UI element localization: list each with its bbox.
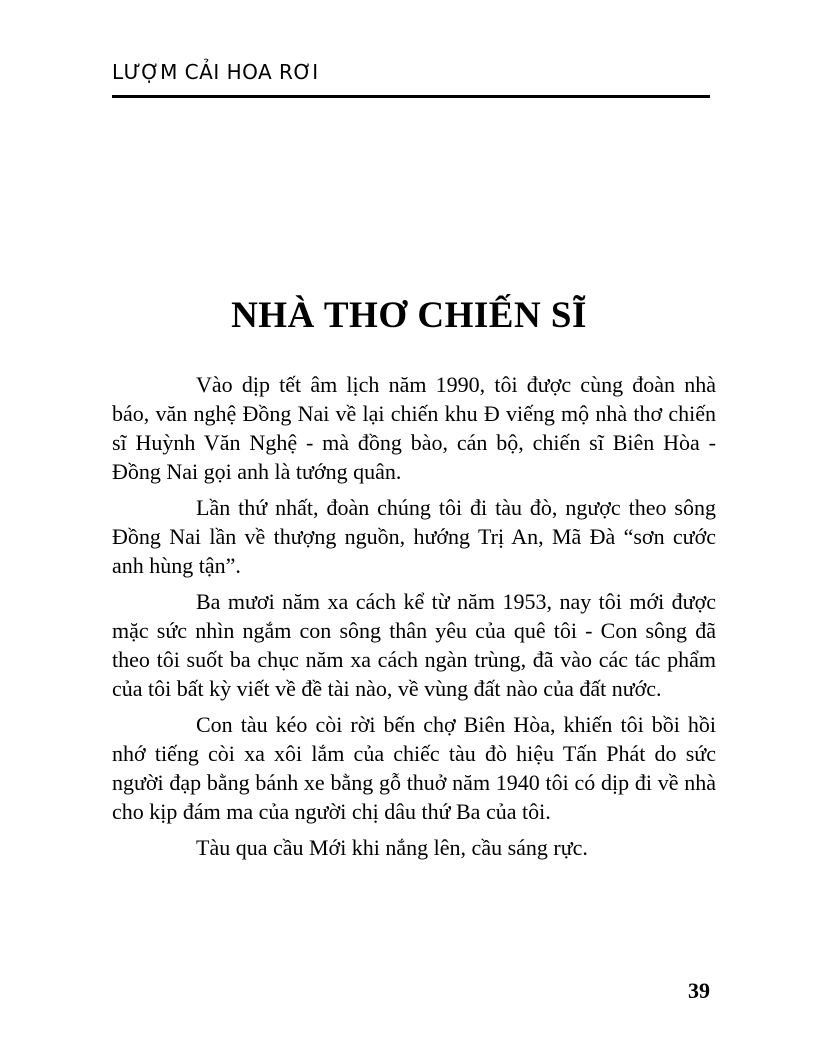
paragraph-5: Tàu qua cầu Mới khi nắng lên, cầu sáng rực. [196, 835, 588, 860]
body-text [112, 370, 716, 869]
chapter-title: NHÀ THƠ CHIẾN SĨ [231, 295, 587, 336]
paragraph-2: Lần thứ nhất, đoàn chúng tôi đi tàu đò, ngược theo sông Đồng Nai lần về thượng nguồn, hướng Trị An, Mã Đà “sơn cước anh hùng tận”. [112, 495, 716, 578]
paragraph-3: Ba mươi năm xa cách kể từ năm 1953, nay tôi mới được mặc sức nhìn ngắm con sông thân yêu của quê tôi - Con sông đã theo tôi suốt ba chục năm xa cách ngàn trùng, đã vào các tác phẩm của tôi bất kỳ viết về đề tài nào, về vùng đất nào của đất nước. [112, 589, 716, 701]
running-header: LƯỢM CẢI HOA RƠI [112, 60, 319, 84]
paragraph-1: Vào dịp tết âm lịch năm 1990, tôi được cùng đoàn nhà báo, văn nghệ Đồng Nai về lại chiến khu Đ viếng mộ nhà thơ chiến sĩ Huỳnh Văn Nghệ - mà đồng bào, cán bộ, chiến sĩ Biên Hòa - Đồng Nai gọi anh là tướng quân. [112, 372, 716, 484]
header-rule [112, 95, 710, 98]
page-number: 39 [688, 978, 710, 1003]
paragraph-4: Con tàu kéo còi rời bến chợ Biên Hòa, khiến tôi bồi hồi nhớ tiếng còi xa xôi lắm của chiếc tàu đò hiệu Tấn Phát do sức người đạp bằng bánh xe bằng gỗ thuở năm 1940 tôi có dịp đi về nhà cho kịp đám ma của người chị dâu thứ Ba của tôi. [112, 712, 716, 824]
